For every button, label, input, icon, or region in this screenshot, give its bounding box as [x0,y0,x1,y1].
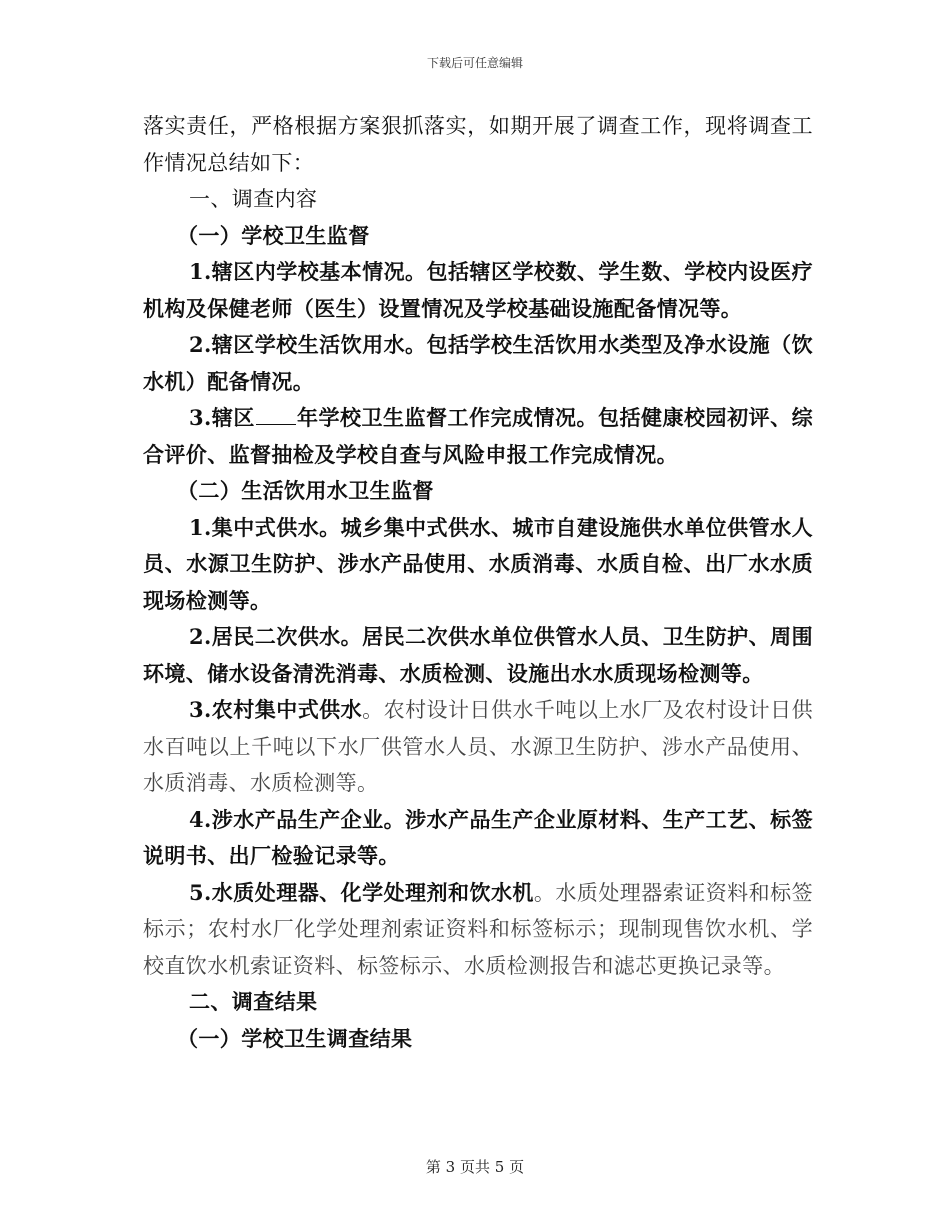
item-school-water [143,327,813,400]
item-body: 涉水产品生产企业原材料、生产工艺、标签说明书、出厂检验记录等。 [143,806,813,868]
item-water-treatment [143,875,813,985]
item-lead: 2.辖区学校生活饮用水。 [189,332,427,357]
item-lead: 4.涉水产品生产企业。 [189,806,406,832]
intro-paragraph: 落实责任，严格根据方案狠抓落实，如期开展了调查工作，现将调查工作情况总结如下： [143,114,813,175]
page-footer: 第 3 页共 5 页 [425,1158,525,1176]
subsection-heading-school: （一）学校卫生监督 [177,222,370,248]
subsection-heading-water: （二）生活饮用水卫生监督 [177,478,434,503]
item-body: 城乡集中式供水、城市自建设施供水单位供管水人员、水源卫生防护、涉水产品使用、水质消毒、水质自检、出厂水水质现场检测等。 [143,514,813,613]
item-body: 居民二次供水单位供管水人员、卫生防护、周围环境、储水设备清洗消毒、水质检测、设施出水水质现场检测等。 [143,624,813,686]
item-secondary-supply [143,619,813,692]
item-lead: 1.集中式供水。 [189,514,341,540]
subsection-heading-results: （一）学校卫生调查结果 [177,1025,413,1051]
item-body: 包括学校生活饮用水类型及净水设施（饮水机）配备情况。 [143,332,813,394]
item-body: 包括健康校园初评、综合评价、监督抽检及学校自查与风险申报工作完成情况。 [143,405,813,467]
item-lead: 3.农村集中式供水 [189,697,363,722]
document-body [143,108,813,1057]
section-heading-2: 二、调查结果 [189,989,318,1014]
item-centralized-supply [143,510,813,620]
item-lead: 5.水质处理器、化学处理剂和饮水机 [189,879,534,905]
item-body: 。水质处理器索证资料和标签标示；农村水厂化学处理剂索证资料和标签标示；现制现售饮水机、学校直饮水机索证资料、标签标示、水质检测报告和滤芯更换记录等。 [143,880,813,978]
item-water-products [143,802,813,875]
item-rural-supply [143,692,813,802]
page-header: 下载后可任意编辑 [426,56,523,70]
section-heading-1: 一、调查内容 [189,187,318,211]
item-body: 。农村设计日供水千吨以上水厂及农村设计日供水百吨以上千吨以下水厂供管水人员、水源卫生防护、涉水产品使用、水质消毒、水质检测等。 [143,698,813,795]
item-school-basic [143,254,813,327]
item-body: 包括辖区学校数、学生数、学校内设医疗机构及保健老师（医生）设置情况及学校基础设施配备情况等。 [143,259,813,321]
item-lead: 2.居民二次供水。 [189,624,363,649]
item-school-supervision [143,400,813,473]
item-lead-mid: 年学校卫生监督工作完成情况。 [296,405,599,430]
item-lead-pre: 3.辖区 [189,405,255,430]
item-lead: 1.辖区内学校基本情况。 [189,259,427,284]
fill-blank-year [256,406,296,425]
